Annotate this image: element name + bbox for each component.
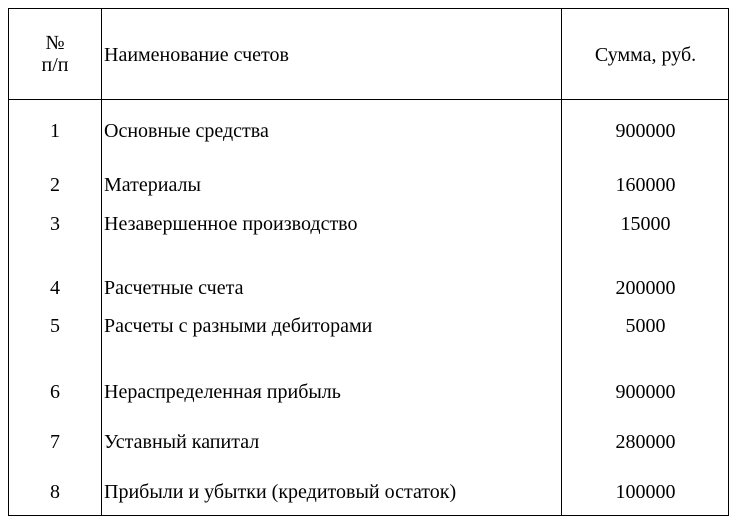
row-7-number: 7 [50,431,60,453]
row-4-number: 4 [50,277,60,299]
row-7-name: Уставный капитал [104,431,260,453]
row-8-number: 8 [50,481,60,503]
accounts-table [8,8,729,516]
row-6-amount: 900000 [615,381,676,403]
row-1-amount: 900000 [615,120,676,142]
row-5-amount: 5000 [625,315,666,337]
row-5-name: Расчеты с разными дебиторами [104,315,373,337]
row-5-number: 5 [50,315,60,337]
column-divider-1 [101,9,102,515]
header-amount: Сумма, руб. [594,44,697,66]
header-number-abbrev: п/п [41,54,69,76]
header-number-symbol: № [45,32,65,54]
row-6-number: 6 [50,381,60,403]
row-1-name: Основные средства [104,120,269,142]
row-2-name: Материалы [104,174,201,196]
row-4-amount: 200000 [615,277,676,299]
row-8-amount: 100000 [615,481,676,503]
row-2-number: 2 [50,174,60,196]
row-4-name: Расчетные счета [104,277,244,299]
row-3-amount: 15000 [620,213,671,235]
header-number [9,32,101,76]
row-3-name: Незавершенное производство [104,213,358,235]
header-divider [9,99,728,100]
row-1-number: 1 [50,120,60,142]
header-account-name: Наименование счетов [104,44,289,66]
row-6-name: Нераспределенная прибыль [104,381,341,403]
row-7-amount: 280000 [615,431,676,453]
row-3-number: 3 [50,213,60,235]
row-8-name: Прибыли и убытки (кредитовый остаток) [104,481,457,503]
row-2-amount: 160000 [615,174,676,196]
